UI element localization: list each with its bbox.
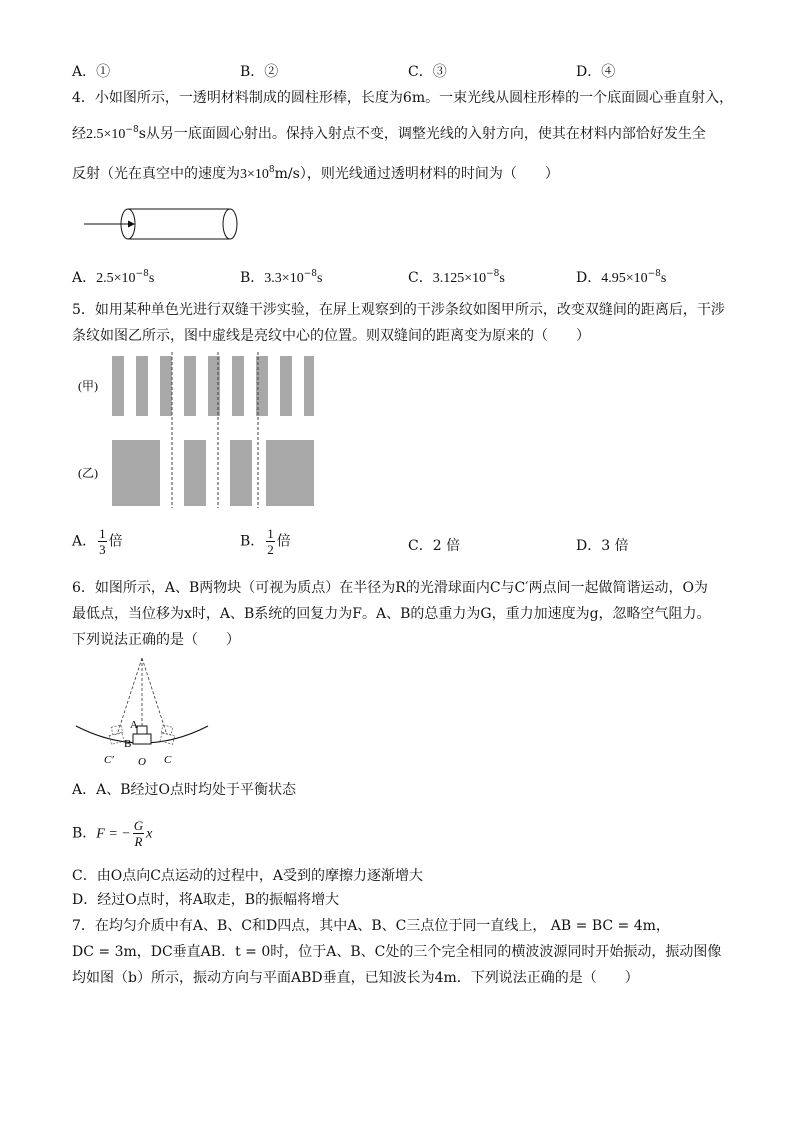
label-jia: (甲) [78, 379, 98, 393]
q5-option-b: B． $\frac{1}{2}$ 倍 [240, 526, 291, 557]
q6-option-b: B．F = − $\frac{G}{R}$ x [72, 818, 153, 849]
q3-option-d: D．④ [576, 64, 616, 80]
q4-stem-line2: 经$2.5\times 10^{-8}s$从另一底面圆心射出。保持入射点不变，调整光线的入射方向，使其在材料内部恰好发生全 [72, 125, 706, 142]
q3-option-b: B．② [240, 64, 279, 80]
q3-option-a: A．① [72, 64, 111, 80]
q5-option-d: D．3 倍 [576, 538, 629, 554]
q6-option-a: A．A、B经过O点时均处于平衡状态 [72, 782, 296, 798]
q4-option-b: B．$3.3\times 10^{-8}s$ [240, 269, 323, 286]
q4-stem-line3: 反射（光在真空中的速度为$3\times 10^8m/s$），则光线通过透明材料的时间为（ ） [72, 165, 559, 182]
q5-option-c: C．2 倍 [408, 538, 461, 554]
q4-option-d: D．$4.95\times 10^{-8}s$ [576, 269, 667, 286]
fig-label-c: C [164, 754, 172, 766]
q5-option-a: A． $\frac{1}{3}$ 倍 [72, 526, 123, 557]
q4-stem-line1: 4．小如图所示，一透明材料制成的圆柱形棒，长度为6m。一束光线从圆柱形棒的一个底面圆心垂直射入， [72, 90, 734, 106]
q4-option-a: A．$2.5\times 10^{-8}s$ [72, 269, 155, 286]
q6-stem-line2: 最低点，当位移为x时，A、B系统的回复力为F。A、B的总重力为G，重力加速度为g，忽略空气阻力。 [72, 606, 711, 622]
interference-fringes-figure [72, 350, 322, 510]
q3-option-c: C．③ [408, 64, 447, 80]
cylinder-rod-figure [80, 200, 245, 250]
fig-label-a: A [130, 719, 138, 731]
label-yi: (乙) [78, 466, 98, 480]
fig-label-b: B [124, 738, 132, 750]
q6-stem-line3: 下列说法正确的是（ ） [72, 632, 240, 648]
fig-label-c-prime: C′ [104, 754, 114, 766]
q7-stem-line1: 7．在均匀介质中有A、B、C和D四点，其中A、B、C三点位于同一直线上， AB = BC = 4m， [72, 918, 670, 934]
q5-stem-line1: 5．如用某种单色光进行双缝干涉实验，在屏上观察到的干涉条纹如图甲所示，改变双缝间的距离后，干涉 [72, 302, 725, 318]
fig-label-o: O [138, 756, 146, 768]
q6-option-d: D．经过O点时，将A取走，B的振幅将增大 [72, 892, 340, 908]
q5-stem-line2: 条纹如图乙所示，图中虚线是亮纹中心的位置。则双缝间的距离变为原来的（ ） [72, 328, 590, 344]
q7-stem-line2: DC = 3m，DC垂直AB．t = 0时，位于A、B、C处的三个完全相同的横波波源同时开始振动，振动图像 [72, 944, 722, 960]
fringes-jia [112, 356, 314, 416]
q4-option-c: C．$3.125\times 10^{-8}s$ [408, 269, 505, 286]
spherical-bowl-figure [72, 656, 212, 771]
q6-stem-line1: 6．如图所示，A、B两物块（可视为质点）在半径为R的光滑球面内C与C′两点间一起做简谐运动，O为 [72, 580, 708, 596]
fringes-yi [112, 440, 314, 506]
q7-stem-line3: 均如图（b）所示，振动方向与平面ABD垂直，已知波长为4m．下列说法正确的是（ ） [72, 970, 639, 986]
q6-option-c: C．由O点向C点运动的过程中，A受到的摩擦力逐渐增大 [72, 868, 424, 884]
